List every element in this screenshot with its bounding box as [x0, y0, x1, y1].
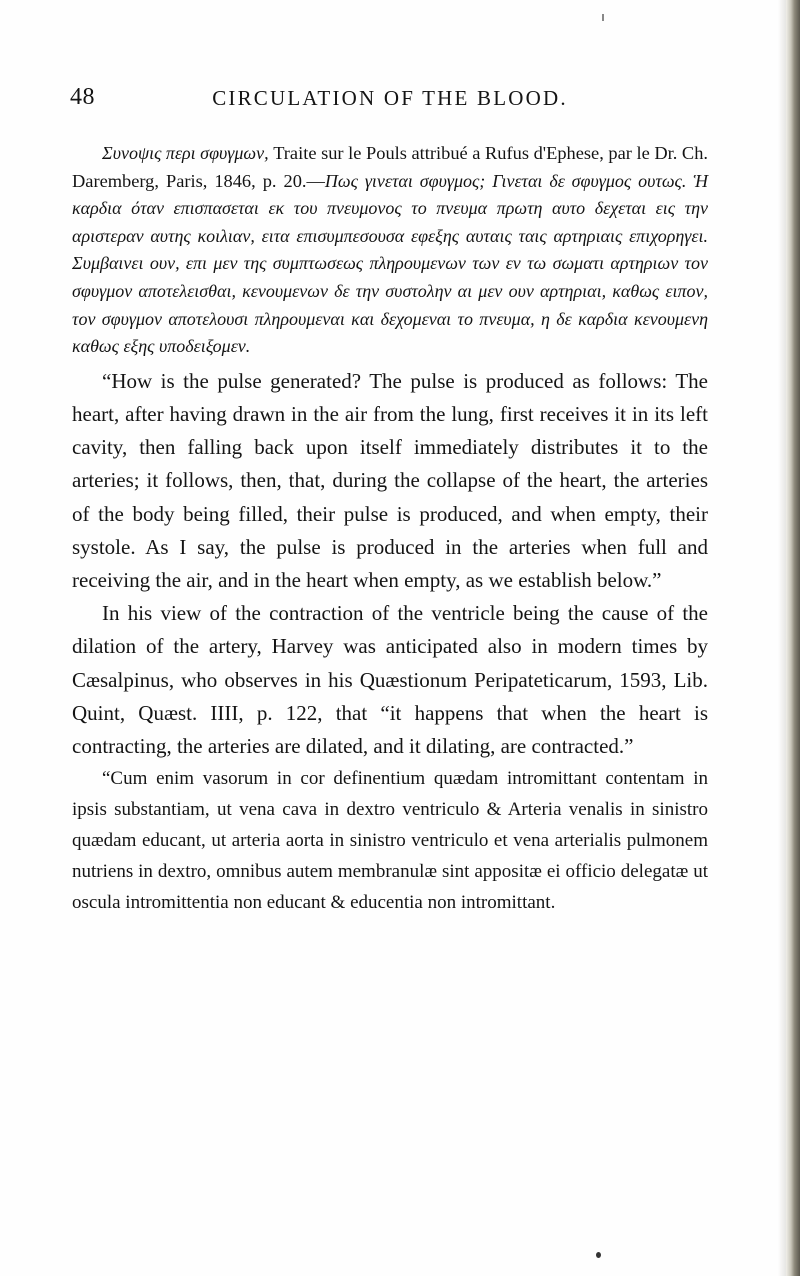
page-speck [602, 14, 604, 21]
ink-dot [596, 1252, 601, 1258]
running-head: CIRCULATION OF THE BLOOD. [212, 86, 568, 110]
page-gutter-shadow [778, 0, 786, 1276]
english-translation: “How is the pulse generated? The pulse is produced as follows: The heart, after having drawn in the air from the lung, first receives it in its left cavity, then falling back upon itself immediately distributes it to the arteries; it follows, then, that, during the collapse of the heart, the arteries of the body being filled, their pulse is produced, and when empty, their systole. As I say, the pulse is produced in the arteries when full and receiving the air, and in the heart when empty, as we establish below.” [72, 368, 708, 592]
latin-quotation: “Cum enim vasorum in cor definentium quædam intromittant contentam in ipsis substantiam, ut vena cava in dextro ventriculo & Arteria venalis in sinistro quædam educant, ut arteria aorta in sinistro ventriculo et vena arterialis pulmonem nutriens in dextro, omnibus autem membranulæ sint appositæ ei officio delegatæ ut oscula intromittentia non educant & educentia non intromittant. [72, 768, 708, 914]
page-body [72, 140, 708, 918]
page-edge [786, 0, 800, 1276]
commentary-paragraph: In his view of the contraction of the ventricle being the cause of the dilation of the artery, Harvey was anticipated also in modern times by Cæsalpinus, who observes in his Quæstionum Peripateticarum, 1593, Lib. Quint, Quæst. IIII, p. 122, that “it happens that when the heart is contracting, the arteries are dilated, and it dilating, are contracted.” [72, 601, 708, 758]
reference-paragraph [72, 140, 708, 361]
french-citation: Traite sur le Pouls attribué a Rufus d'Ephese, par le Dr. Ch. Daremberg, Paris, 1846, p. 20.— [72, 143, 708, 191]
greek-passage: Πως γινεται σφυγμος; Γινεται δε σφυγμος ουτως. Ἡ καρδια όταν επισπασεται εκ του πνευμονος το πνευμα πρωτη αυτο δεχεται εις την αριστεραν αυτης κοιλιαν, ειτα επισυμπεσουσα εφεξης αυταις ταις αρτηριαις επιχορηγει. Συμβαινει ουν, επι μεν της συμπτωσεως πληρουμενων των εν τω σωματι αρτηριων τον σφυγμον αποτελεισθαι, κενουμενων δε την συστολην αι μεν ουν αρτηριαι, καθως ειπον, τον σφυγμον αποτελουσι πληρουμεναι και δεχομεναι το πνευμα, η δε καρδια κενουμενη καθως εξης υποδειξομεν. [72, 170, 708, 357]
page-number: 48 [70, 84, 95, 110]
page-header [70, 84, 710, 124]
greek-title: Συνοψις περι σφυγμων, [102, 143, 269, 163]
